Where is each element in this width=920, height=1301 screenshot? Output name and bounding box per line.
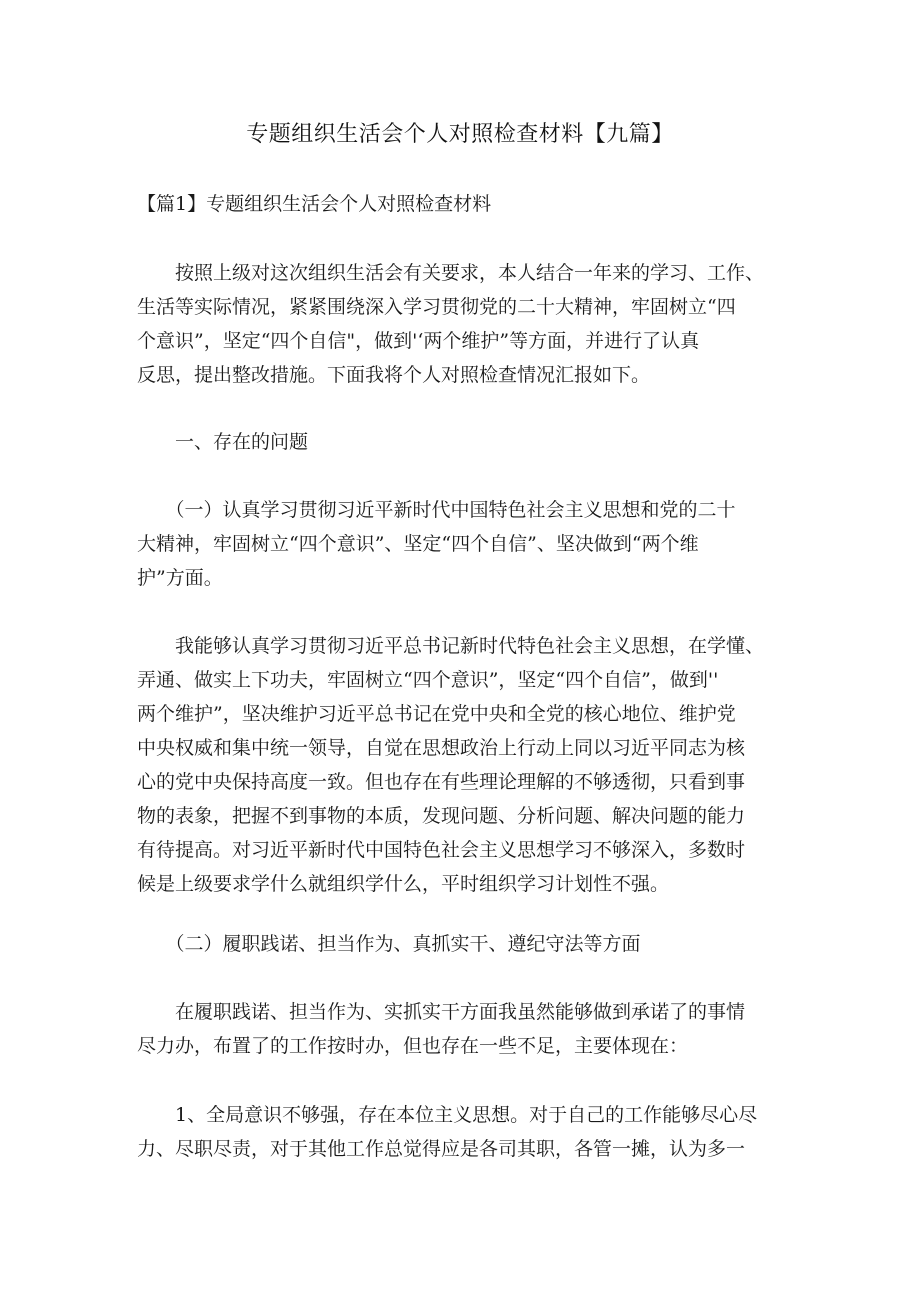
paragraph-line: 候是上级要求学什么就组织学什么，平时组织学习计划性不强。 [137,873,670,895]
subheading-line: （二）履职践诺、担当作为、真抓实干、遵纪守法等方面 [137,933,641,955]
paragraph-line: 个意识”，坚定“四个自信"，做到'‘两个维护”等方面，并进行了认真 [137,330,700,352]
subheading-line: （一）认真学习贯彻习近平新时代中国特色社会主义思想和党的二十 [137,499,736,521]
section-heading-part1: 【篇1】专题组织生活会个人对照检查材料 [137,193,492,215]
subheading-line: 护”方面。 [137,567,223,589]
paragraph-line: 心的党中央保持高度一致。但也存在有些理论理解的不够透彻，只看到事 [137,771,746,793]
paragraph-line: 弄通、做实上下功夫，牢固树立“四个意识”，坚定“四个自信”，做到'' [137,669,719,691]
paragraph-line: 反思，提出整改措施。下面我将个人对照检查情况汇报如下。 [137,364,651,386]
paragraph-line: 在履职践诺、担当作为、实抓实干方面我虽然能够做到承诺了的事情 [137,1001,746,1023]
paragraph-line: 按照上级对这次组织生活会有关要求，本人结合一年来的学习、工作、 [137,262,765,284]
paragraph-line: 尽力办，布置了的工作按时办，但也存在一些不足，主要体现在： [137,1035,689,1057]
paragraph-line: 1、全局意识不够强，存在本位主义思想。对于自己的工作能够尽心尽 [137,1104,758,1126]
paragraph-line: 生活等实际情况，紧紧围绕深入学习贯彻党的二十大精神，牢固树立“四 [137,296,736,318]
document-title: 专题组织生活会个人对照检查材料【九篇】 [246,122,674,147]
paragraph-line: 有待提高。对习近平新时代中国特色社会主义思想学习不够深入，多数时 [137,839,746,861]
paragraph-line: 中央权威和集中统一领导，自觉在思想政治上行动上同以习近平同志为核 [137,737,746,759]
heading-existing-problems: 一、存在的问题 [137,431,309,453]
paragraph-line: 我能够认真学习贯彻习近平总书记新时代特色社会主义思想，在学懂、 [137,635,765,657]
paragraph-line: 两个维护”，坚决维护习近平总书记在党中央和全党的核心地位、维护党 [137,703,736,725]
paragraph-line: 力、尽职尽责，对于其他工作总觉得应是各司其职，各管一摊，认为多一 [137,1138,746,1160]
paragraph-line: 物的表象，把握不到事物的本质，发现问题、分析问题、解决问题的能力 [137,805,746,827]
subheading-line: 大精神，牢固树立“四个意识”、坚定“四个自信”、坚决做到“两个维 [137,533,699,555]
